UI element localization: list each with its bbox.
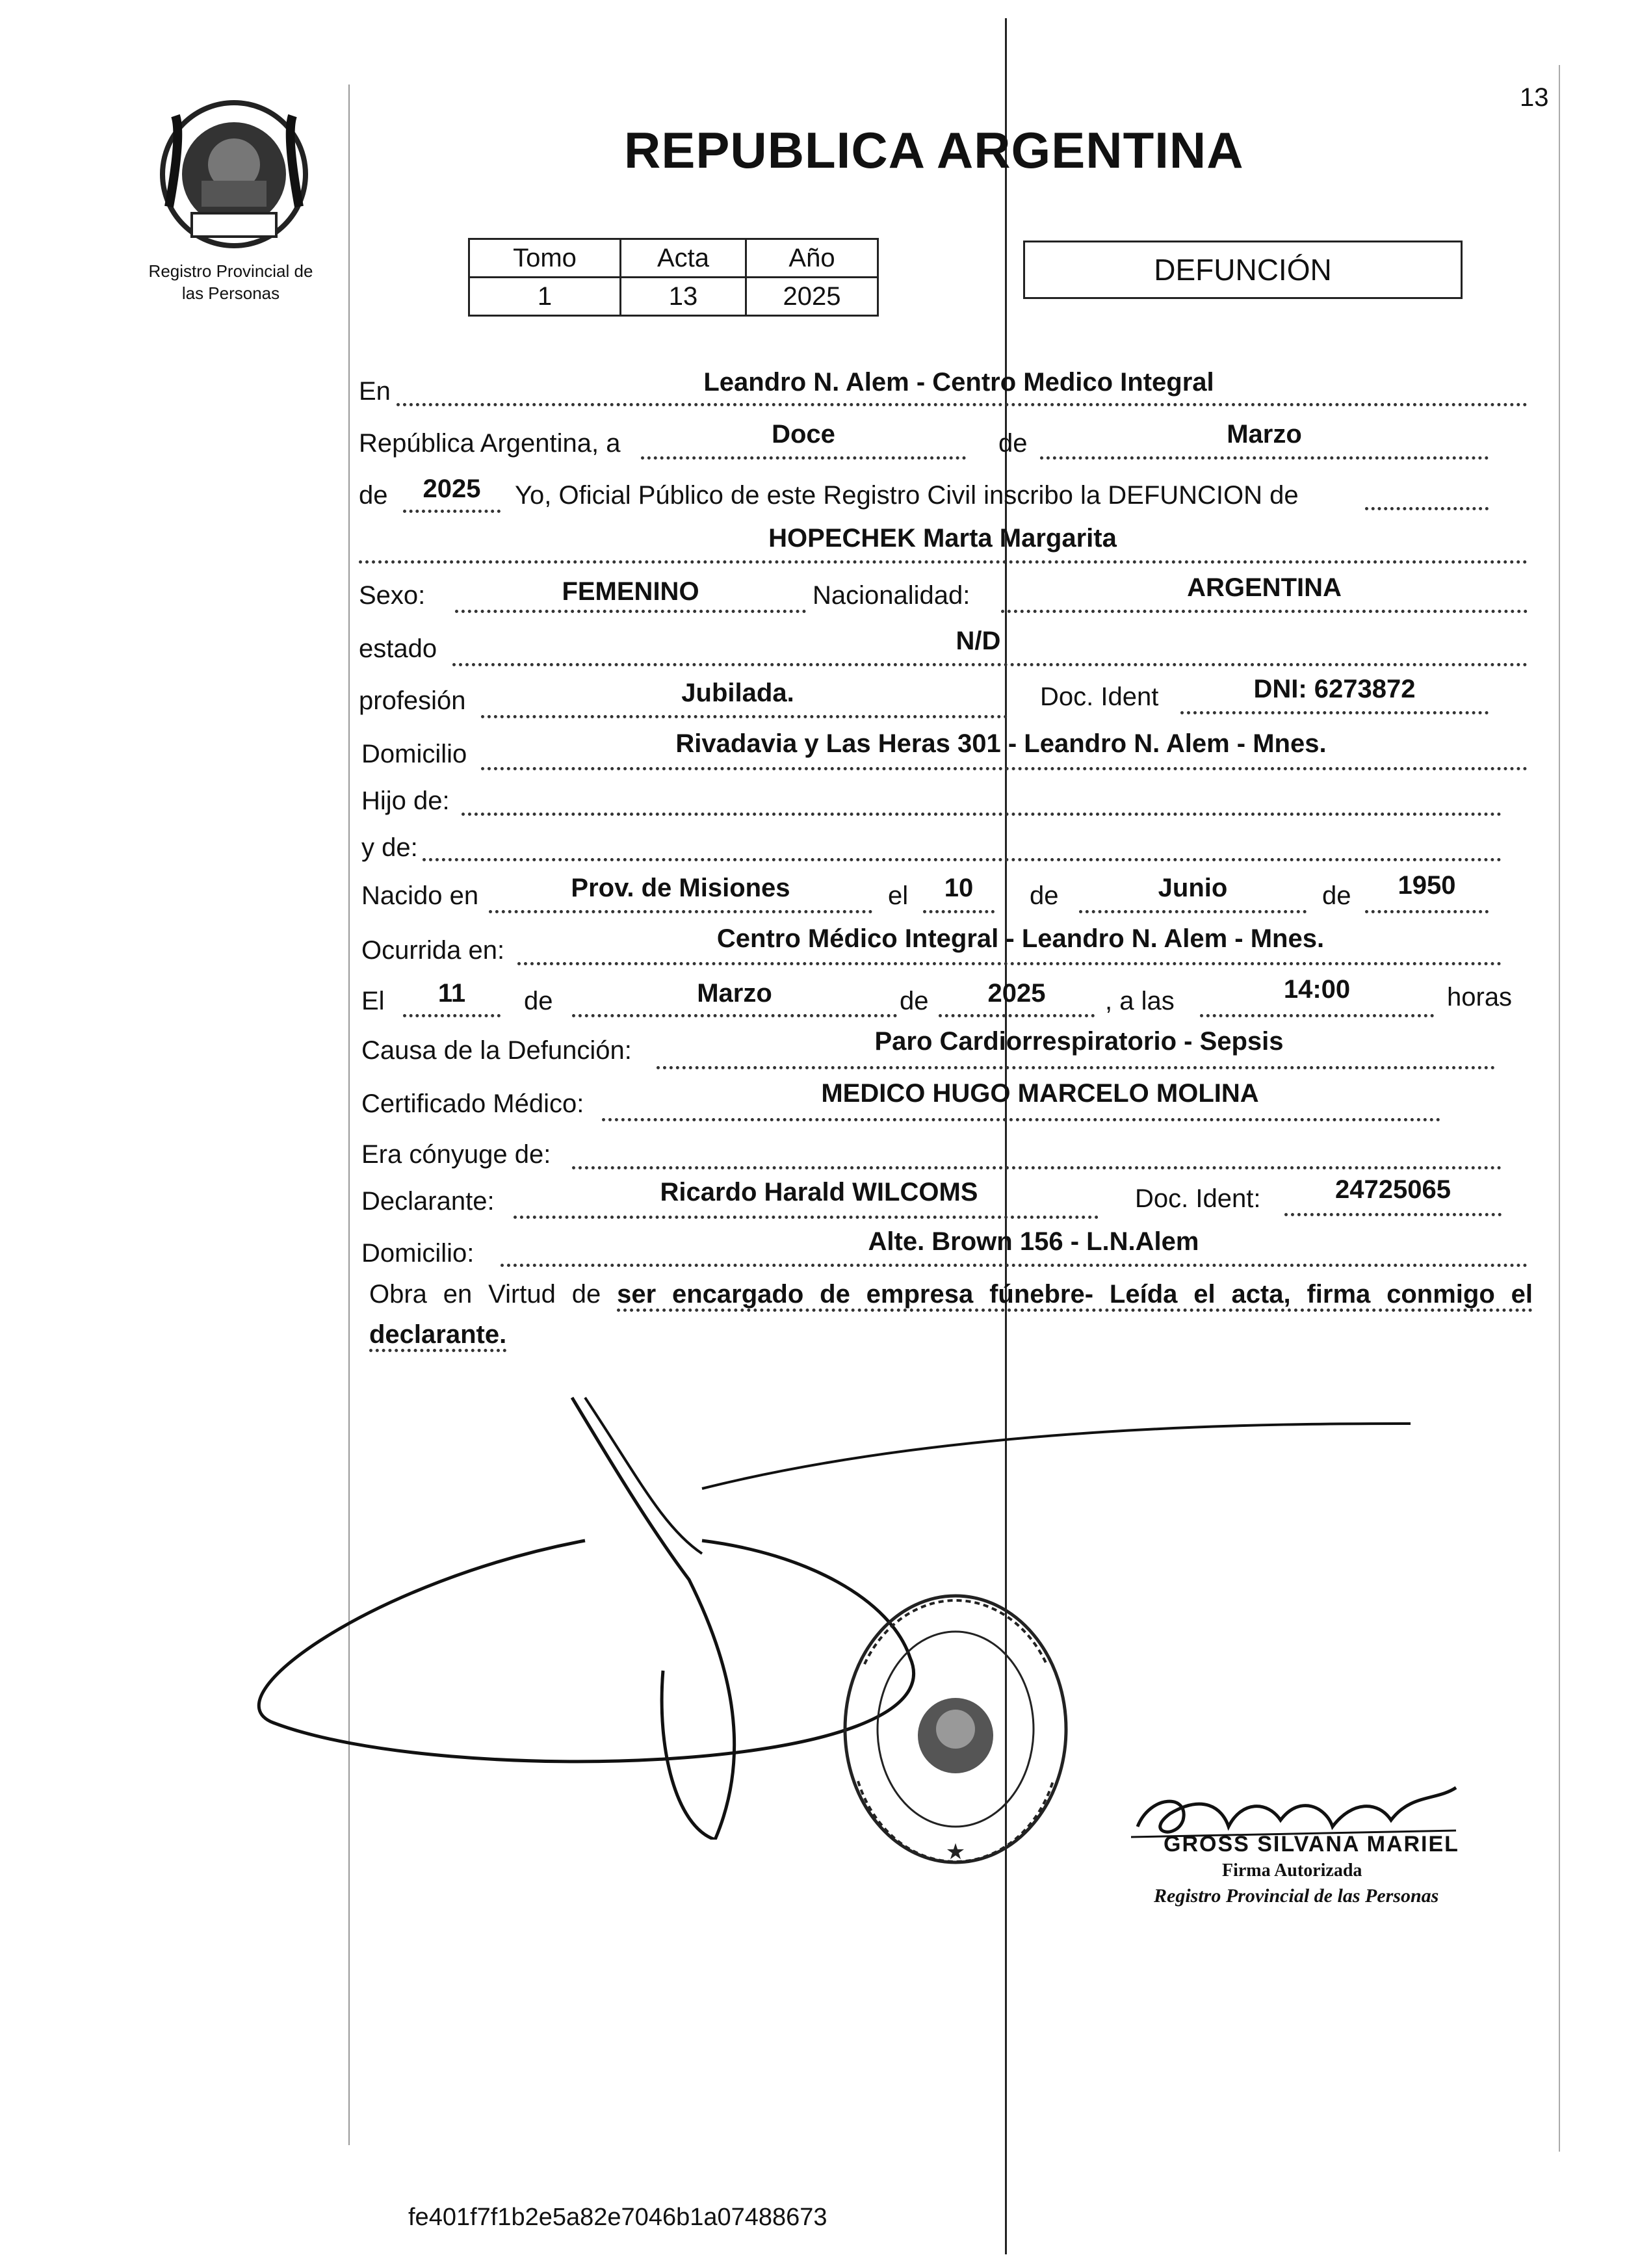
value-marital-status: N/D (956, 627, 1001, 655)
label-en: En (359, 377, 391, 406)
label-estado: estado (359, 634, 437, 663)
dots-nationality (1001, 610, 1528, 613)
value-deceased-name: HOPECHEK Marta Margarita (768, 524, 1117, 553)
label-republica: República Argentina, a (359, 429, 621, 458)
label-a-las: , a las (1105, 987, 1175, 1015)
dots-day (641, 456, 966, 460)
label-nacido-en: Nacido en (361, 881, 479, 910)
label-y-de: y de: (361, 833, 418, 862)
label-sexo: Sexo: (359, 581, 426, 610)
signer-role: Firma Autorizada (1222, 1860, 1362, 1881)
dots-father (462, 813, 1502, 816)
dots-profession (481, 715, 1008, 718)
dots-death-time (1200, 1014, 1434, 1017)
label-el: el (888, 881, 909, 910)
value-doc-id: DNI: 6273872 (1253, 675, 1416, 703)
label-de-4: de (1322, 881, 1351, 910)
signer-org: Registro Provincial de las Personas (1154, 1885, 1439, 1907)
label-de-3: de (1030, 881, 1059, 910)
value-death-day: 11 (437, 979, 466, 1008)
dots-year (403, 510, 501, 513)
label-de-5: de (524, 987, 553, 1015)
dots-birth-place (489, 910, 872, 913)
dots-name (359, 560, 1528, 564)
value-birth-month: Junio (1158, 874, 1228, 902)
registry-org-name: Registro Provincial de las Personas (148, 261, 313, 303)
label-conyuge: Era cónyuge de: (361, 1140, 551, 1169)
value-declarant: Ricardo Harald WILCOMS (660, 1178, 978, 1206)
tomo-value: 1 (469, 278, 621, 316)
right-margin-line (1559, 65, 1560, 2152)
value-death-time: 14:00 (1283, 975, 1351, 1004)
dots-birth-day (923, 910, 995, 913)
registry-table (468, 238, 879, 317)
dots-address (481, 767, 1528, 770)
obra-paragraph (369, 1274, 1533, 1355)
value-nationality: ARGENTINA (1187, 573, 1342, 602)
label-de-6: de (900, 987, 929, 1015)
value-day-words: Doce (772, 420, 835, 449)
dots-certificate (602, 1118, 1440, 1121)
document-hash: fe401f7f1b2e5a82e7046b1a07488673 (408, 2204, 827, 2231)
tomo-header: Tomo (469, 239, 621, 278)
label-horas: horas (1447, 983, 1513, 1011)
value-profession: Jubilada. (681, 679, 794, 707)
official-stamp-icon (839, 1586, 1073, 1872)
dots-spouse (572, 1166, 1502, 1169)
value-declarant-doc: 24725065 (1335, 1175, 1451, 1204)
signer-name: GROSS SILVANA MARIEL (1164, 1832, 1459, 1857)
svg-text:★: ★ (945, 1839, 966, 1865)
dots-declarant (514, 1216, 1099, 1219)
label-obra: Obra en Virtud de (369, 1280, 601, 1309)
label-profesion: profesión (359, 686, 466, 715)
fold-line (1005, 18, 1007, 2254)
value-certificate: MEDICO HUGO MARCELO MOLINA (821, 1079, 1259, 1108)
value-birth-year: 1950 (1398, 871, 1456, 900)
label-domicilio-2: Domicilio: (361, 1239, 475, 1268)
label-yo-oficial: Yo, Oficial Público de este Registro Civil inscribo la DEFUNCION de (515, 481, 1299, 510)
dots-death-place (517, 962, 1502, 965)
dots-death-day (403, 1014, 501, 1017)
dots-month (1040, 456, 1489, 460)
label-hijo-de: Hijo de: (361, 787, 450, 815)
label-declarante: Declarante: (361, 1187, 495, 1216)
document-title: REPUBLICA ARGENTINA (624, 122, 1244, 179)
dots-place (397, 403, 1528, 406)
page-number: 13 (1520, 83, 1549, 112)
value-death-month: Marzo (697, 979, 772, 1008)
label-nacionalidad: Nacionalidad: (813, 581, 970, 610)
dots-doc-id (1180, 711, 1489, 714)
value-obra-text: ser encargado de empresa fúnebre- Leída el acta, firma conmigo el declarante. (369, 1280, 1533, 1352)
acta-value: 13 (621, 278, 746, 316)
dots-death-year (939, 1014, 1095, 1017)
dots-declarant-address (501, 1264, 1528, 1267)
value-death-year: 2025 (987, 979, 1046, 1008)
label-causa: Causa de la Defunción: (361, 1036, 632, 1065)
label-certificado: Certificado Médico: (361, 1089, 584, 1118)
value-sex: FEMENINO (562, 577, 699, 606)
dots-birth-year (1365, 910, 1489, 913)
dots-sex (455, 610, 806, 613)
ano-value: 2025 (746, 278, 878, 316)
label-de-1: de (998, 429, 1028, 458)
value-death-place: Centro Médico Integral - Leandro N. Alem - Mnes. (716, 924, 1325, 953)
label-ocurrida-en: Ocurrida en: (361, 936, 505, 965)
value-year: 2025 (423, 475, 481, 503)
ano-header: Año (746, 239, 878, 278)
label-de-2: de (359, 481, 388, 510)
dots-death-month (572, 1014, 897, 1017)
label-doc-ident: Doc. Ident (1040, 683, 1159, 711)
label-el-cap: El (361, 987, 385, 1015)
label-domicilio: Domicilio (361, 740, 467, 768)
dots-declarant-doc (1284, 1213, 1502, 1216)
acta-header: Acta (621, 239, 746, 278)
dots-birth-month (1079, 910, 1307, 913)
dots-mother (423, 858, 1502, 861)
dots-oficial-tail (1365, 507, 1489, 510)
dots-cause (657, 1066, 1495, 1069)
value-birth-place: Prov. de Misiones (571, 874, 790, 902)
value-month: Marzo (1227, 420, 1302, 449)
dots-marital (452, 663, 1528, 666)
value-address: Rivadavia y Las Heras 301 - Leandro N. Alem - Mnes. (675, 729, 1327, 758)
value-birth-day: 10 (944, 874, 974, 902)
province-seal-icon (156, 96, 312, 252)
value-place: Leandro N. Alem - Centro Medico Integral (703, 368, 1214, 397)
value-cause: Paro Cardiorrespiratorio - Sepsis (874, 1027, 1284, 1056)
value-declarant-address: Alte. Brown 156 - L.N.Alem (868, 1227, 1199, 1256)
record-type-box: DEFUNCIÓN (1023, 241, 1463, 299)
label-doc-ident-2: Doc. Ident: (1135, 1184, 1261, 1213)
